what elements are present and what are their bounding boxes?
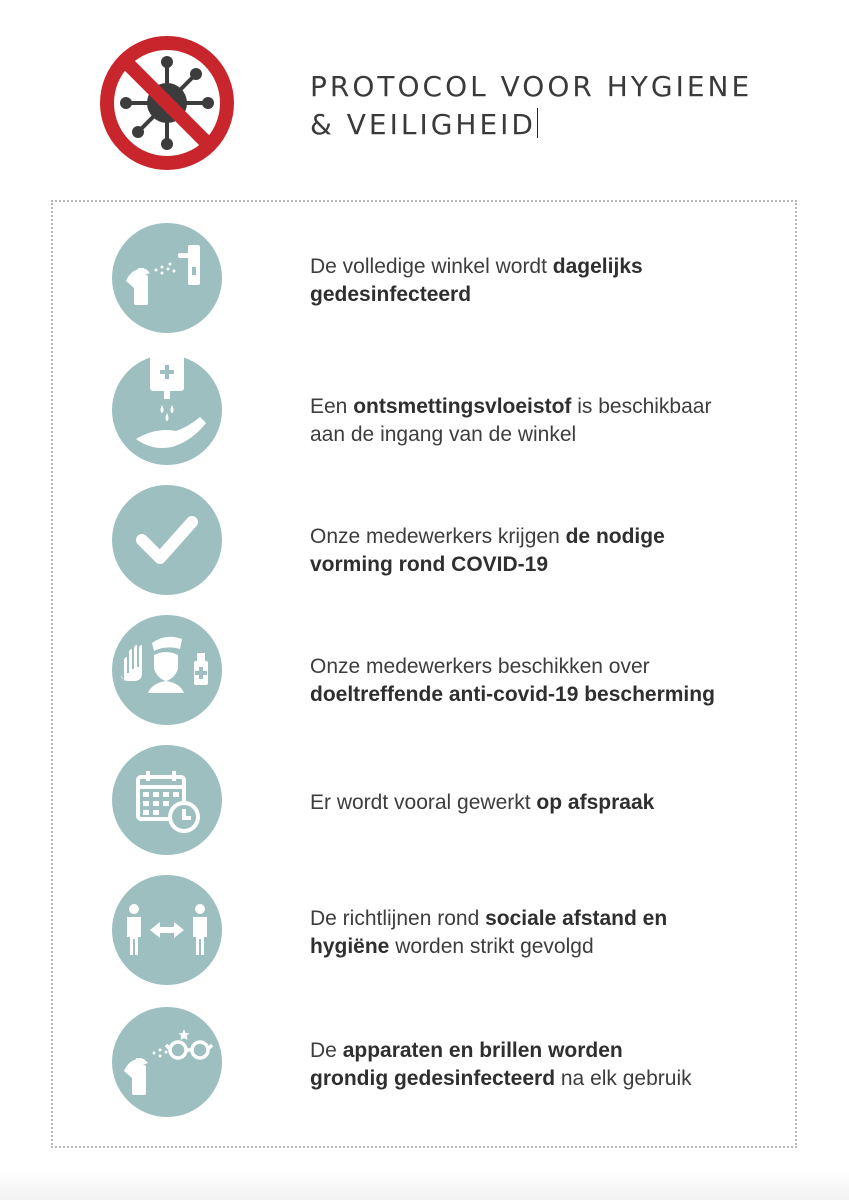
text-span: aan de ingang van de winkel	[310, 423, 577, 446]
page-bottom-shade	[0, 1170, 849, 1200]
text-span-bold: grondig gedesinfecteerd	[310, 1067, 556, 1090]
text-line-1	[310, 789, 810, 817]
protocol-text	[310, 653, 810, 709]
text-line-2	[310, 681, 810, 709]
text-span: Onze medewerkers beschikken over	[310, 655, 650, 678]
text-span-bold: op afspraak	[536, 791, 655, 814]
text-span: De volledige winkel wordt	[310, 255, 553, 278]
no-virus-icon	[98, 34, 236, 172]
protocol-text	[310, 789, 810, 817]
disinfect-glasses-icon	[112, 1007, 222, 1117]
protocol-text	[310, 1037, 810, 1093]
protocol-item	[0, 615, 849, 725]
text-span-bold: gedesinfecteerd	[310, 283, 472, 306]
text-line-2	[310, 281, 810, 309]
appointment-calendar-icon	[112, 745, 222, 855]
text-span-bold: doeltreffende anti-covid-19 bescherming	[310, 683, 715, 706]
protective-gear-icon	[112, 615, 222, 725]
disinfect-door-icon	[112, 223, 222, 333]
text-line-2	[310, 421, 810, 449]
protocol-item	[0, 485, 849, 595]
text-span: De	[310, 1039, 343, 1062]
social-distance-icon	[112, 875, 222, 985]
hand-sanitizer-icon	[112, 355, 222, 465]
text-span-bold: ontsmettingsvloeistof	[353, 395, 572, 418]
text-cursor	[537, 108, 538, 138]
title-line-1: PROTOCOL VOOR HYGIENE	[310, 70, 753, 103]
text-span-bold: vorming rond COVID-19	[310, 553, 549, 576]
text-line-2	[310, 933, 810, 961]
protocol-text	[310, 393, 810, 449]
protocol-item	[0, 355, 849, 465]
text-span: Er wordt vooral gewerkt	[310, 791, 537, 814]
protocol-item	[0, 875, 849, 985]
text-span: De richtlijnen rond	[310, 907, 486, 930]
text-line-1	[310, 653, 810, 681]
protocol-text	[310, 905, 810, 961]
text-line-1	[310, 905, 810, 933]
page-title	[310, 68, 752, 144]
text-line-2	[310, 1065, 810, 1093]
protocol-text	[310, 523, 810, 579]
text-span: worden strikt gevolgd	[389, 935, 594, 958]
text-span-bold: de nodige	[565, 525, 665, 548]
text-span-bold: hygiëne	[310, 935, 390, 958]
text-span-bold: dagelijks	[552, 255, 643, 278]
text-line-1	[310, 523, 810, 551]
protocol-text	[310, 253, 810, 309]
text-span: is beschikbaar	[571, 395, 712, 418]
checkmark-icon	[112, 485, 222, 595]
header	[0, 0, 849, 190]
protocol-item	[0, 1007, 849, 1117]
text-span: Een	[310, 395, 354, 418]
text-span-bold: apparaten en brillen worden	[342, 1039, 623, 1062]
text-line-1	[310, 1037, 810, 1065]
text-line-1	[310, 253, 810, 281]
text-line-2	[310, 551, 810, 579]
text-span: na elk gebruik	[555, 1067, 692, 1090]
text-line-1	[310, 393, 810, 421]
protocol-item	[0, 745, 849, 855]
text-span: Onze medewerkers krijgen	[310, 525, 566, 548]
title-line-2: & VEILIGHEID	[310, 108, 536, 141]
protocol-item	[0, 223, 849, 333]
text-span-bold: sociale afstand en	[485, 907, 668, 930]
